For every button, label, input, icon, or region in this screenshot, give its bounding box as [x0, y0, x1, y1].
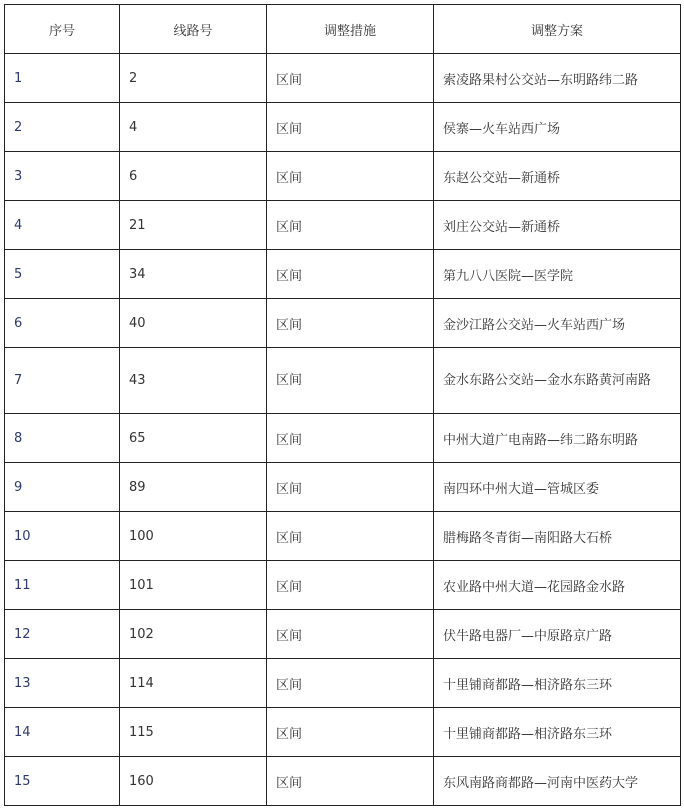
cell-plan: 中州大道广电南路—纬二路东明路 [434, 414, 681, 463]
table-row [5, 299, 681, 348]
cell-plan: 金水东路公交站—金水东路黄河南路 [434, 348, 681, 414]
table-header-row [5, 5, 681, 54]
cell-index: 12 [5, 610, 120, 659]
table-body [5, 54, 681, 806]
cell-plan: 农业路中州大道—花园路金水路 [434, 561, 681, 610]
table-row [5, 659, 681, 708]
cell-route-number: 43 [120, 348, 267, 414]
header-route-number: 线路号 [120, 5, 267, 54]
cell-measure: 区间 [267, 561, 434, 610]
cell-measure: 区间 [267, 610, 434, 659]
cell-index: 1 [5, 54, 120, 103]
cell-route-number: 2 [120, 54, 267, 103]
cell-index: 3 [5, 152, 120, 201]
table-row [5, 103, 681, 152]
cell-plan: 东赵公交站—新通桥 [434, 152, 681, 201]
table-row [5, 201, 681, 250]
table-row [5, 54, 681, 103]
cell-measure: 区间 [267, 757, 434, 806]
cell-index: 5 [5, 250, 120, 299]
cell-measure: 区间 [267, 54, 434, 103]
cell-route-number: 40 [120, 299, 267, 348]
table-row [5, 561, 681, 610]
table-row [5, 250, 681, 299]
cell-plan: 东风南路商都路—河南中医药大学 [434, 757, 681, 806]
cell-index: 4 [5, 201, 120, 250]
cell-route-number: 160 [120, 757, 267, 806]
cell-plan: 刘庄公交站—新通桥 [434, 201, 681, 250]
header-adjustment-measure: 调整措施 [267, 5, 434, 54]
cell-measure: 区间 [267, 512, 434, 561]
bus-route-adjustment-table [4, 4, 681, 806]
cell-plan: 南四环中州大道—管城区委 [434, 463, 681, 512]
cell-measure: 区间 [267, 250, 434, 299]
cell-route-number: 102 [120, 610, 267, 659]
cell-route-number: 100 [120, 512, 267, 561]
cell-plan: 金沙江路公交站—火车站西广场 [434, 299, 681, 348]
cell-index: 10 [5, 512, 120, 561]
cell-measure: 区间 [267, 103, 434, 152]
table-row [5, 610, 681, 659]
cell-measure: 区间 [267, 348, 434, 414]
cell-plan: 第九八八医院—医学院 [434, 250, 681, 299]
cell-measure: 区间 [267, 659, 434, 708]
cell-index: 7 [5, 348, 120, 414]
cell-measure: 区间 [267, 708, 434, 757]
cell-index: 14 [5, 708, 120, 757]
cell-measure: 区间 [267, 201, 434, 250]
cell-route-number: 4 [120, 103, 267, 152]
header-index: 序号 [5, 5, 120, 54]
cell-index: 2 [5, 103, 120, 152]
cell-measure: 区间 [267, 463, 434, 512]
cell-index: 9 [5, 463, 120, 512]
cell-route-number: 6 [120, 152, 267, 201]
cell-measure: 区间 [267, 152, 434, 201]
cell-measure: 区间 [267, 414, 434, 463]
cell-index: 11 [5, 561, 120, 610]
table-row [5, 414, 681, 463]
table-row [5, 463, 681, 512]
header-adjustment-plan: 调整方案 [434, 5, 681, 54]
cell-route-number: 21 [120, 201, 267, 250]
cell-plan: 伏牛路电器厂—中原路京广路 [434, 610, 681, 659]
cell-route-number: 89 [120, 463, 267, 512]
table-row [5, 757, 681, 806]
cell-plan: 十里铺商都路—相济路东三环 [434, 708, 681, 757]
table-row [5, 512, 681, 561]
cell-route-number: 114 [120, 659, 267, 708]
cell-plan: 侯寨—火车站西广场 [434, 103, 681, 152]
cell-plan: 索凌路果村公交站—东明路纬二路 [434, 54, 681, 103]
cell-index: 6 [5, 299, 120, 348]
cell-measure: 区间 [267, 299, 434, 348]
cell-plan: 十里铺商都路—相济路东三环 [434, 659, 681, 708]
cell-index: 13 [5, 659, 120, 708]
cell-index: 8 [5, 414, 120, 463]
table-row [5, 152, 681, 201]
table-row [5, 708, 681, 757]
cell-route-number: 65 [120, 414, 267, 463]
cell-route-number: 34 [120, 250, 267, 299]
table-row [5, 348, 681, 414]
cell-plan: 腊梅路冬青街—南阳路大石桥 [434, 512, 681, 561]
cell-index: 15 [5, 757, 120, 806]
cell-route-number: 115 [120, 708, 267, 757]
cell-route-number: 101 [120, 561, 267, 610]
